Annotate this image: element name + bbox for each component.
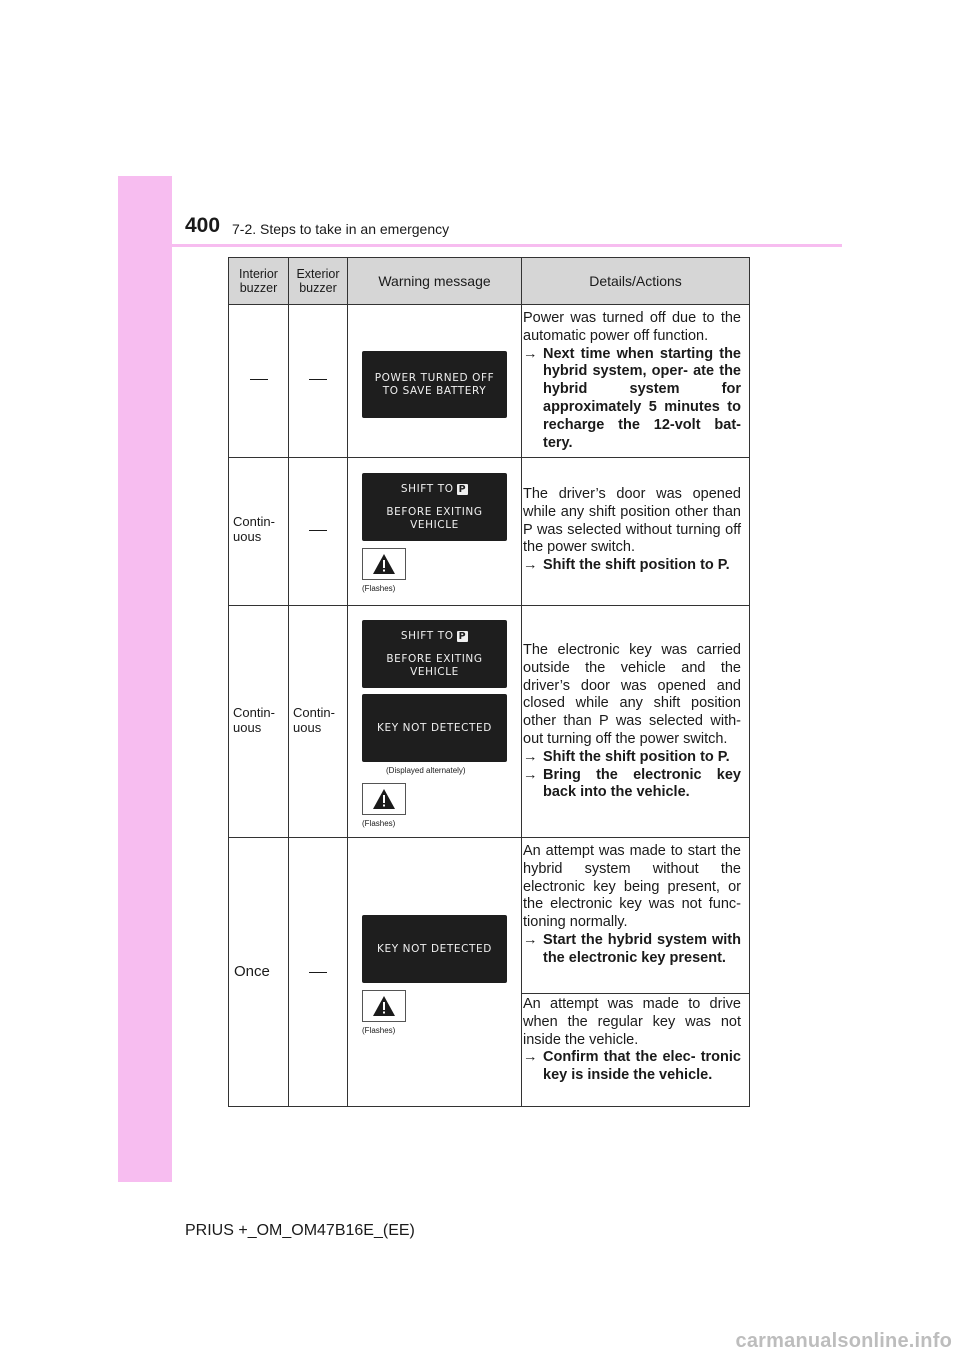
message-shift-to-p: SHIFT TO P BEFORE EXITING VEHICLE [362, 473, 507, 541]
action-item: → Next time when starting the hybrid system, oper- ate the hybrid system for approximately 5 minutes to recharge the 12-volt bat- tery. [523, 345, 741, 451]
exterior-buzzer-value: Contin- uous [293, 705, 335, 735]
action-item: → Start the hybrid system with the electronic key present. [523, 931, 741, 966]
table-header-row [229, 258, 749, 304]
document-id-footer: PRIUS +_OM_OM47B16E_(EE) [185, 1222, 415, 1239]
park-p-icon: P [458, 483, 467, 495]
row-divider [229, 304, 749, 305]
interior-buzzer-value: Contin- uous [233, 705, 275, 735]
details-row-4b: An attempt was made to drive when the regular key was not inside the vehicle. → Confirm that the elec- tronic key is inside the vehicle. [523, 996, 741, 1084]
warning-triangle-icon [362, 783, 406, 815]
action-item: → Shift the shift position to P. [523, 557, 730, 574]
row-divider [521, 993, 749, 994]
warning-triangle-icon [362, 990, 406, 1022]
interior-buzzer-value: Contin- uous [233, 514, 275, 544]
header-rule [118, 244, 842, 247]
details-row-2: The driver’s door was opened while any shift position other than P was selected without turning off the power switch. → Shift the shift position to P. [523, 486, 741, 574]
caption-flashes: (Flashes) [362, 584, 396, 593]
dash-none [309, 379, 327, 380]
details-row-3: The electronic key was carried outside the vehicle and the driver’s door was opened and closed while any shift position other than P was selected with- out turning off the power switch. → Shift the shift position to P. → Bring the electronic key back into the vehicle. [523, 642, 741, 801]
caption-flashes: (Flashes) [362, 819, 396, 828]
dash-none [309, 972, 327, 973]
caption-displayed-alternately: (Displayed alternately) [386, 766, 466, 775]
dash-none [309, 530, 327, 531]
message-key-not-detected: KEY NOT DETECTED [362, 694, 507, 762]
header-interior-buzzer: Interior buzzer [239, 267, 278, 295]
warning-triangle-icon [362, 548, 406, 580]
action-item: → Bring the electronic key back into the vehicle. [523, 766, 741, 801]
message-shift-to-p: SHIFT TO P BEFORE EXITING VEHICLE [362, 620, 507, 688]
message-power-turned-off: POWER TURNED OFF TO SAVE BATTERY [362, 351, 507, 418]
dash-none [250, 379, 268, 380]
interior-buzzer-value: Once [234, 963, 270, 980]
message-key-not-detected: KEY NOT DETECTED [362, 915, 507, 983]
chapter-side-band [118, 176, 172, 1182]
column-divider [347, 258, 348, 1106]
warning-table [228, 257, 750, 1107]
header-warning-message: Warning message [378, 273, 491, 289]
caption-flashes: (Flashes) [362, 1026, 396, 1035]
column-divider [288, 258, 289, 1106]
row-divider [229, 605, 749, 606]
action-item: → Shift the shift position to P. [523, 748, 730, 765]
section-title: 7-2. Steps to take in an emergency [232, 221, 450, 237]
site-watermark: carmanualsonline.info [735, 1330, 952, 1352]
action-item: → Confirm that the elec- tronic key is inside the vehicle. [523, 1049, 741, 1084]
details-row-4a: An attempt was made to start the hybrid system without the electronic key being present, or the electronic key was not func- tioning normally. → Start the hybrid system with the electronic key present. [523, 843, 741, 966]
row-divider [229, 837, 749, 838]
header-details-actions: Details/Actions [589, 273, 682, 289]
park-p-icon: P [458, 630, 467, 642]
details-row-1: Power was turned off due to the automatic power off function. → Next time when starting the hybrid system, oper- ate the hybrid system for approximately 5 minutes to recharge the 12-volt bat- tery. [523, 310, 741, 451]
row-divider [229, 457, 749, 458]
page-number: 400 [185, 214, 221, 237]
column-divider [521, 258, 522, 1106]
header-exterior-buzzer: Exterior buzzer [296, 267, 340, 295]
